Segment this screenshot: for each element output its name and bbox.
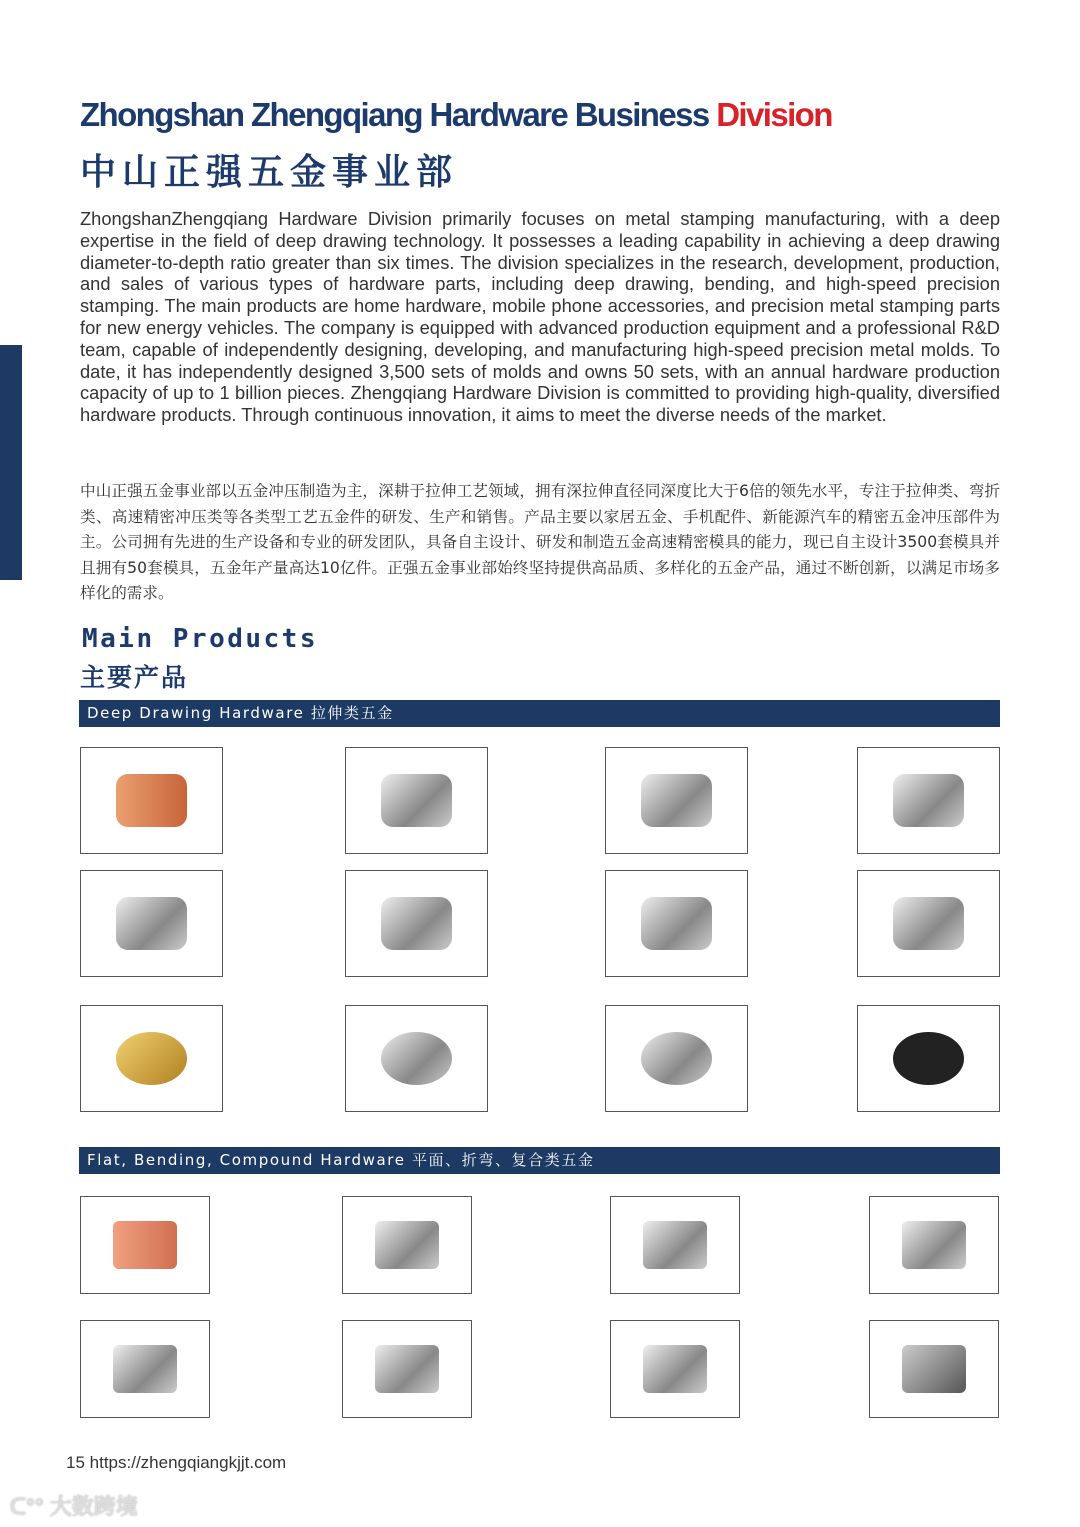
product-photo — [116, 774, 187, 827]
product-image — [80, 870, 223, 977]
watermark-logo: ᑕ°° 大数跨境 — [10, 1494, 138, 1519]
title-main: Zhongshan Zhengqiang Hardware Business — [80, 96, 717, 133]
product-photo — [893, 1032, 964, 1085]
product-photo — [902, 1345, 966, 1393]
product-image — [605, 870, 748, 977]
website-link[interactable]: https://zhengqiangkjjt.com — [89, 1453, 287, 1472]
product-photo — [641, 774, 712, 827]
page-title-en — [80, 96, 832, 134]
page-number: 15 — [66, 1453, 85, 1472]
product-image — [80, 1320, 210, 1418]
footer — [66, 1453, 286, 1473]
product-image — [345, 747, 488, 854]
side-accent-bar — [0, 345, 22, 580]
product-photo — [641, 897, 712, 950]
product-image — [857, 870, 1000, 977]
category-band-flat-bending: Flat, Bending, Compound Hardware 平面、折弯、复合类五金 — [79, 1147, 1000, 1174]
product-image — [610, 1196, 740, 1294]
product-photo — [902, 1221, 966, 1269]
intro-paragraph-cn: 中山正强五金事业部以五金冲压制造为主，深耕于拉伸工艺领域，拥有深拉伸直径同深度比大于6倍的领先水平，专注于拉伸类、弯折类、高速精密冲压类等各类型工艺五金件的研发、生产和销售。产品主要以家居五金、手机配件、新能源汽车的精密五金冲压部件为主。公司拥有先进的生产设备和专业的研发团队，具备自主设计、研发和制造五金高速精密模具的能力，现已自主设计3500套模具并且拥有50套模具，五金年产量高达10亿件。正强五金事业部始终坚持提供高品质、多样化的五金产品，通过不断创新，以满足市场多样化的需求。 — [80, 482, 1000, 602]
product-image — [80, 1196, 210, 1294]
product-image — [869, 1320, 999, 1418]
product-image — [869, 1196, 999, 1294]
product-photo — [116, 1032, 187, 1085]
product-photo — [113, 1221, 177, 1269]
product-photo — [113, 1345, 177, 1393]
product-image — [605, 747, 748, 854]
product-image — [857, 747, 1000, 854]
product-image — [605, 1005, 748, 1112]
product-photo — [893, 774, 964, 827]
product-photo — [641, 1032, 712, 1085]
product-photo — [893, 897, 964, 950]
product-image — [80, 747, 223, 854]
product-photo — [381, 897, 452, 950]
product-image — [345, 1005, 488, 1112]
product-image — [342, 1196, 472, 1294]
product-photo — [116, 897, 187, 950]
product-photo — [375, 1221, 439, 1269]
product-photo — [643, 1345, 707, 1393]
product-photo — [643, 1221, 707, 1269]
product-image — [610, 1320, 740, 1418]
section-heading-en: Main Products — [82, 624, 318, 654]
category-band-deep-drawing: Deep Drawing Hardware 拉伸类五金 — [79, 700, 1000, 727]
product-image — [80, 1005, 223, 1112]
page-title-cn: 中山正强五金事业部 — [80, 152, 459, 193]
product-image — [345, 870, 488, 977]
product-photo — [381, 1032, 452, 1085]
product-photo — [375, 1345, 439, 1393]
product-photo — [381, 774, 452, 827]
product-image — [857, 1005, 1000, 1112]
intro-paragraph-en: ZhongshanZhengqiang Hardware Division primarily focuses on metal stamping manufacturing, with a deep expertise in the field of deep drawing technology. It possesses a leading capability in achieving a deep drawing diameter-to-depth ratio greater than six times. The division specializes in the research, development, production, and sales of various types of hardware parts, including deep drawing, bending, and high-speed precision stamping. The main products are home hardware, mobile phone accessories, and precision metal stamping parts for new energy vehicles. The company is equipped with advanced production equipment and a professional R&D team, capable of independently designing, developing, and manufacturing high-speed precision metal molds. To date, it has independently designed 3,500 sets of molds and owns 50 sets, with an annual hardware production capacity of up to 1 billion pieces. Zhengqiang Hardware Division is committed to providing high-quality, diversified hardware products. Through continuous innovation, it aims to meet the diverse needs of the market. — [80, 208, 1000, 426]
title-accent: Division — [716, 96, 832, 133]
product-image — [342, 1320, 472, 1418]
section-heading-cn: 主要产品 — [80, 663, 189, 692]
